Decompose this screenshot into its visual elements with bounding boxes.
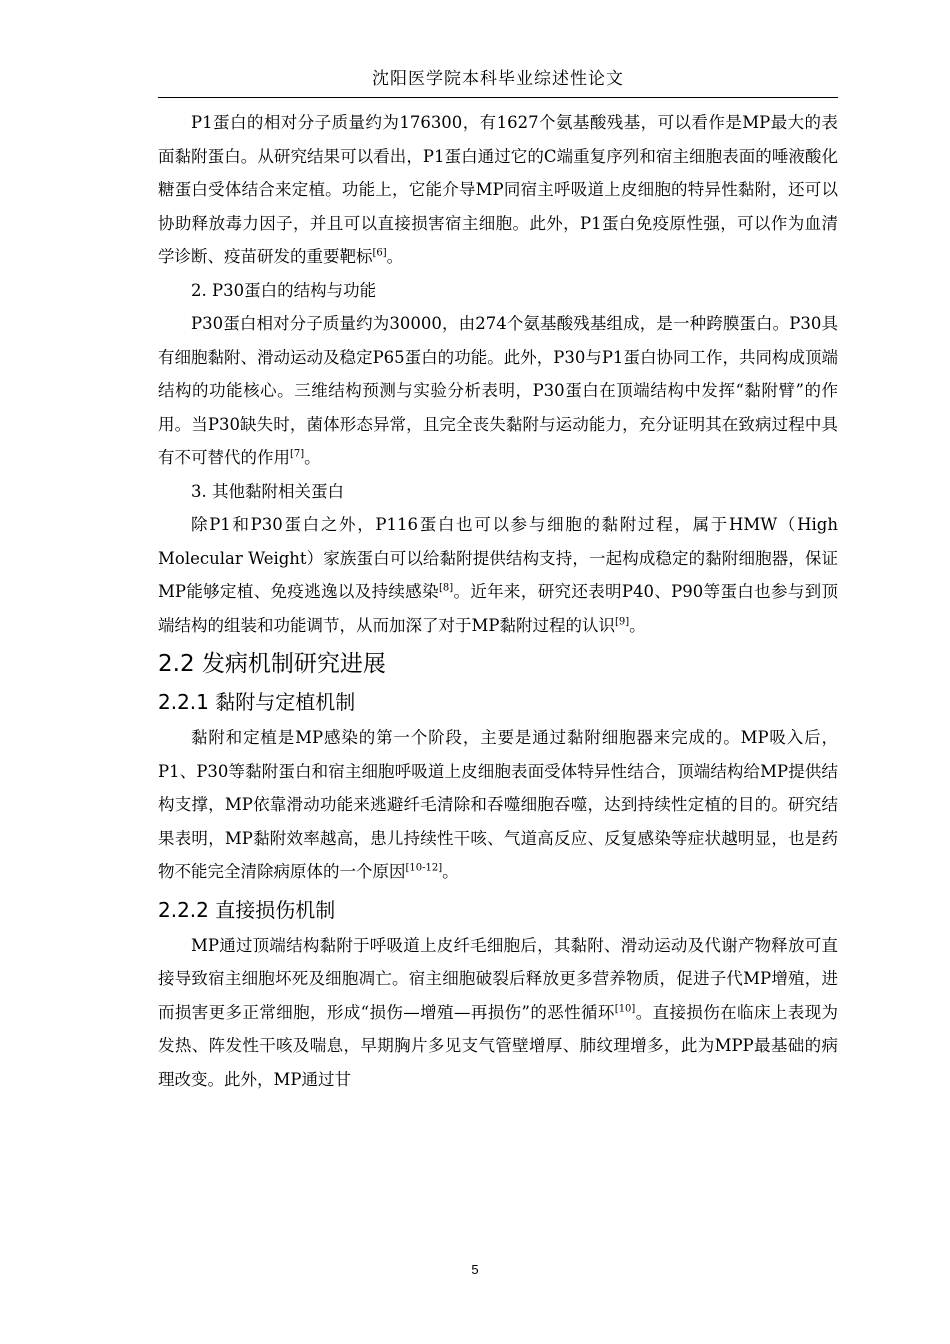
paragraph-p1-protein: P1蛋白的相对分子质量约为176300，有1627个氨基酸残基，可以看作是MP最大的表面黏附蛋白。从研究结果可以看出，P1蛋白通过它的C端重复序列和宿主细胞表面的唾液酸化糖蛋白受体结合来定植。功能上，它能介导MP同宿主呼吸道上皮细胞的特异性黏附，还可以协助释放毒力因子，并且可以直接损害宿主细胞。此外，P1蛋白免疫原性强，可以作为血清学诊断、疫苗研发的重要靶标[6]。 — [158, 113, 838, 266]
citation: [10-12] — [405, 862, 443, 874]
page-number: 5 — [471, 1262, 479, 1277]
citation: [6] — [372, 247, 387, 259]
running-header: 沈阳医学院本科毕业综述性论文 — [372, 69, 624, 89]
citation: [9] — [615, 616, 630, 627]
citation: [8] — [438, 582, 454, 594]
citation: [7] — [290, 448, 305, 460]
paragraph-adhesion: 黏附和定植是MP感染的第一个阶段，主要是通过黏附细胞器来完成的。MP吸入后，P1、P30等黏附蛋白和宿主细胞呼吸道上皮细胞表面受体特异性结合，顶端结构给MP提供结构支撑，MP依靠滑动功能来逃避纤毛清除和吞噬细胞吞噬，达到持续性定植的目的。研究结果表明，MP黏附效率越高，患儿持续性干咳、气道高反应、反复感染等症状越明显，也是药物不能完全清除病原体的一个原因[10-12]。 — [158, 728, 838, 881]
paragraph-other-proteins: 除P1和P30蛋白之外，P116蛋白也可以参与细胞的黏附过程，属于HMW（High Molecular Weight）家族蛋白可以给黏附提供结构支持，一起构成稳定的黏附细胞器，保证MP能够定植、免疫逃逸以及持续感染[8]。近年来，研究还表明P40、P90等蛋白也参与到顶端结构的组装和功能调节，从而加深了对于MP黏附过程的认识[9]。 — [158, 515, 839, 635]
section-heading-2-2-1: 2.2.1 黏附与定植机制 — [158, 690, 356, 714]
header-rule — [158, 97, 838, 98]
subheading-p30: 2. P30蛋白的结构与功能 — [191, 280, 377, 300]
citation: [10] — [614, 1003, 636, 1014]
section-heading-2-2-2: 2.2.2 直接损伤机制 — [158, 897, 336, 922]
subheading-other-proteins: 3. 其他黏附相关蛋白 — [191, 481, 344, 501]
section-heading-2-2: 2.2 发病机制研究进展 — [158, 651, 386, 677]
paragraph-direct-damage: MP通过顶端结构黏附于呼吸道上皮纤毛细胞后，其黏附、滑动运动及代谢产物释放可直接导致宿主细胞坏死及细胞凋亡。宿主细胞破裂后释放更多营养物质，促进子代MP增殖，进而损害更多正常细胞，形成“损伤—增殖—再损伤”的恶性循环[10]。直接损伤在临床上表现为发热、阵发性干咳及喘息，早期胸片多见支气管壁增厚、肺纹理增多，此为MPP最基础的病理改变。此外，MP通过甘 — [158, 935, 839, 1089]
body-text — [158, 106, 838, 1096]
paragraph-p30-protein: P30蛋白相对分子质量约为30000，由274个氨基酸残基组成，是一种跨膜蛋白。P30具有细胞黏附、滑动运动及稳定P65蛋白的功能。此外，P30与P1蛋白协同工作，共同构成顶端结构的功能核心。三维结构预测与实验分析表明，P30蛋白在顶端结构中发挥“黏附臂”的作用。当P30缺失时，菌体形态异常，且完全丧失黏附与运动能力，充分证明其在致病过程中具有不可替代的作用[7]。 — [158, 314, 838, 467]
